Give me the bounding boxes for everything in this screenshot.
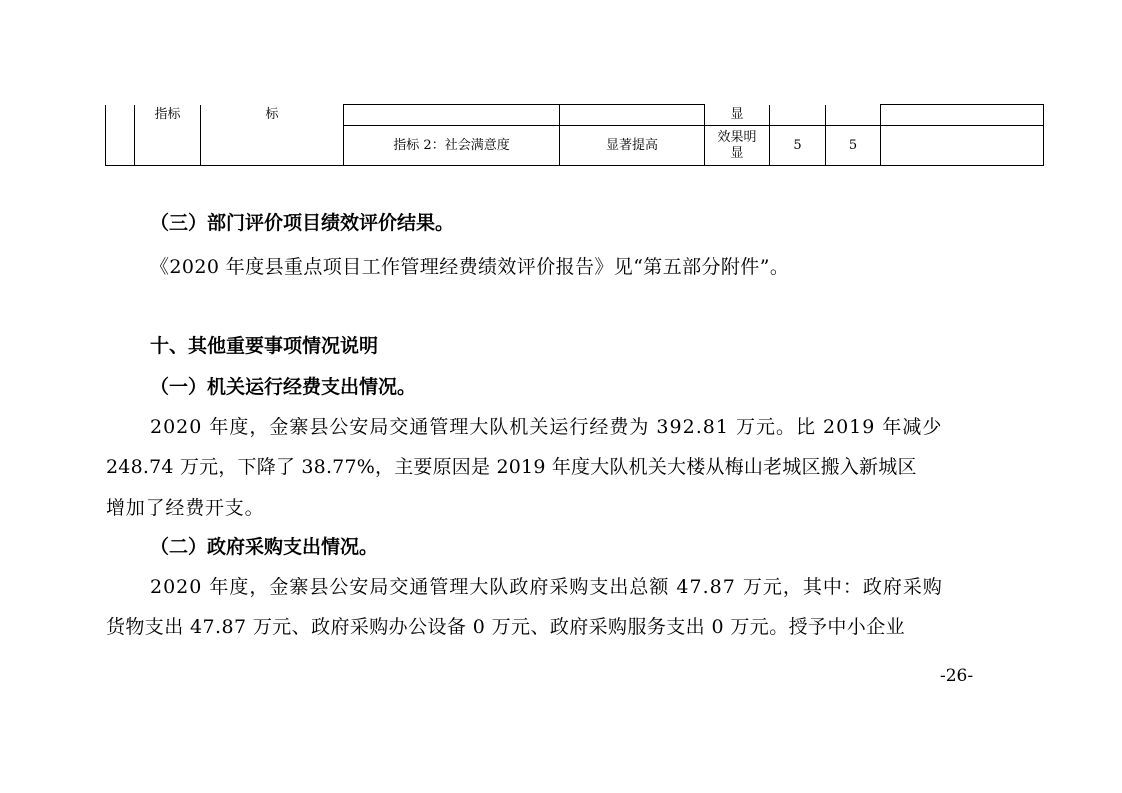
table-cell-note [881,126,1044,166]
performance-indicator-table [105,104,1044,166]
paragraph-line: 增加了经费开支。 [106,497,265,519]
table-cell-weight: 5 [770,126,826,166]
paragraph-line: 2020 年度，金寨县公安局交通管理大队政府采购支出总额 47.87 万元，其中：政府采购 [150,576,943,598]
paragraph-line: 2020 年度，金寨县公安局交通管理大队机关运行经费为 392.81 万元。比 2019 年减少 [150,416,943,438]
paragraph-line: 货物支出 47.87 万元、政府采购办公设备 0 万元、政府采购服务支出 0 万元。授予中小企业 [106,616,906,638]
table-cell-actual-fragment: 显 [705,105,770,126]
page-number: -26- [940,666,974,686]
table-cell-actual [705,126,770,166]
table-cell-category: 指标 [135,105,201,166]
table-cell-blank [106,105,135,166]
table-cell-indicator: 指标 2：社会满意度 [344,126,560,166]
table-cell [826,105,881,126]
paragraph-line: 248.74 万元，下降了 38.77%，主要原因是 2019 年度大队机关大楼从梅山老城区搬入新城区 [106,456,917,478]
table-cell [560,105,705,126]
table-cell [344,105,560,126]
section-heading: （三）部门评价项目绩效评价结果。 [150,212,455,234]
table-cell-target: 显著提高 [560,126,705,166]
subsection-heading: （二）政府采购支出情况。 [150,536,379,558]
table-cell-actual-text: 效果明显 [717,129,757,161]
body-text: 《2020 年度县重点项目工作管理经费绩效评价报告》见“第五部分附件”。 [150,256,790,278]
chapter-heading: 十、其他重要事项情况说明 [150,335,379,357]
table-cell-score: 5 [826,126,881,166]
table-cell-subcategory: 标 [201,105,344,166]
table-cell [881,105,1044,126]
subsection-heading: （一）机关运行经费支出情况。 [150,376,417,398]
table-row [106,105,1044,126]
table-cell [770,105,826,126]
